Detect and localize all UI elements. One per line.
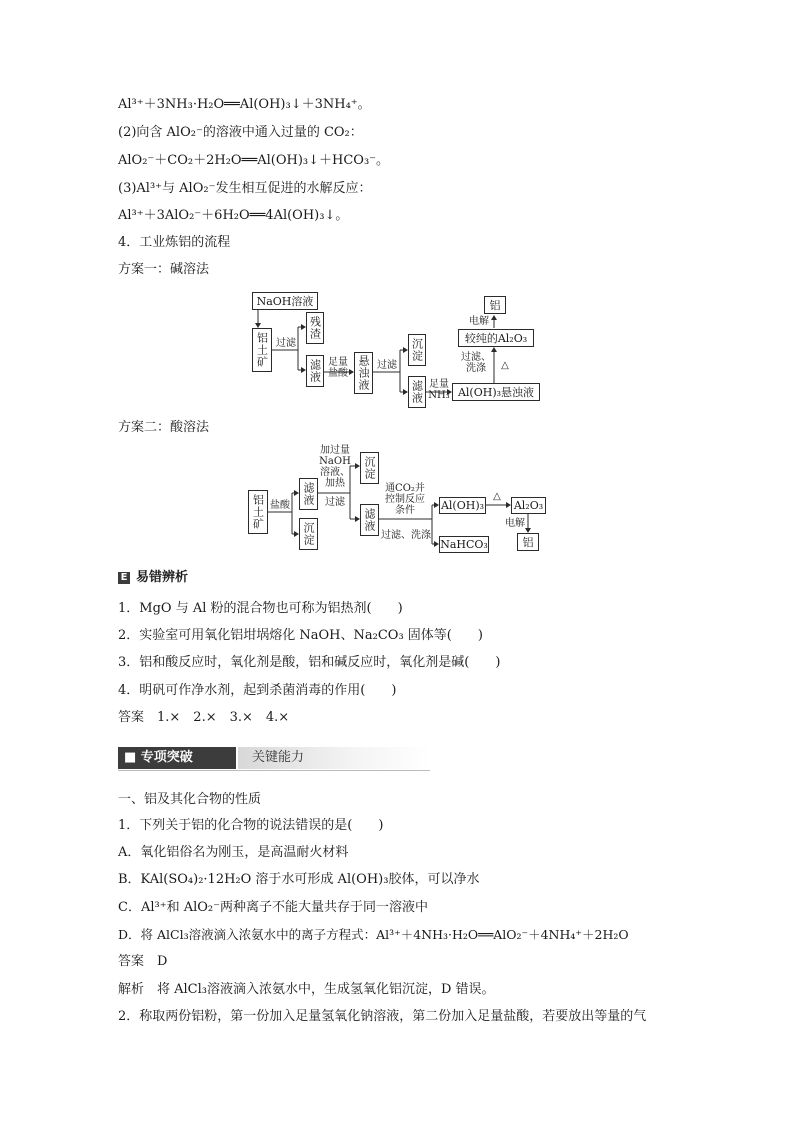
filter-label-1: 过滤 [276, 338, 296, 349]
error-answer: 答案 1.× 2.× 3.× 4.× [118, 710, 290, 725]
precipitate-box-3: 沉淀 [360, 452, 379, 484]
error-item-2: 2．实验室可用氧化铝坩埚熔化 NaOH、Na₂CO₃ 固体等( ) [118, 628, 483, 643]
alumina-box: Al₂O₃ [511, 497, 546, 514]
precipitate-box: 沉淀 [408, 334, 426, 366]
co2-condition-label: 通CO₂并 控制反应 条件 [385, 483, 425, 516]
heat-symbol-2: △ [493, 491, 501, 502]
aluminum-box-1: 铝 [484, 296, 506, 314]
filtrate-box-4: 滤液 [360, 504, 379, 536]
equation-line-3: Al³⁺＋3AlO₂⁻＋6H₂O══4Al(OH)₃↓。 [118, 208, 349, 223]
equation-line-2: AlO₂⁻＋CO₂＋2H₂O══Al(OH)₃↓＋HCO₃⁻。 [118, 153, 390, 168]
aluminum-box-2: 铝 [517, 533, 539, 551]
filter-wash-label-2: 过滤、洗涤 [381, 530, 431, 541]
suspension-box: 悬浊液 [354, 352, 373, 394]
banner-special-topic: ■ 专项突破 [118, 747, 236, 769]
filtrate-box-3: 滤液 [299, 478, 318, 510]
excess-nh3-label: 足量 NH₃ [428, 379, 450, 401]
aloh3-box: Al(OH)₃ [440, 499, 485, 512]
bauxite-box: 铝土矿 [252, 328, 272, 372]
error-analysis-icon: E [118, 572, 130, 584]
section-banner [118, 743, 430, 771]
electrolysis-label-2: 电解 [505, 518, 525, 529]
equation-line-1: Al³⁺＋3NH₃·H₂O══Al(OH)₃↓＋3NH₄⁺。 [118, 97, 371, 112]
error-analysis-title: 易错辨析 [136, 570, 189, 585]
error-item-3: 3．铝和酸反应时，氧化剂是酸，铝和碱反应时，氧化剂是碱( ) [118, 655, 501, 670]
option-a: A．氧化铝俗名为刚玉，是高温耐火材料 [118, 845, 349, 860]
aloh3-suspension-box: Al(OH)₃悬浊液 [452, 383, 540, 401]
question-2: 2．称取两份铝粉，第一份加入足量氢氧化钠溶液，第二份加入足量盐酸，若要放出等量的气 [118, 1009, 647, 1024]
item-3-heading: (3)Al³⁺与 AlO₂⁻发生相互促进的水解反应： [118, 181, 372, 196]
option-c: C．Al³⁺和 AlO₂⁻两种离子不能大量共存于同一溶液中 [118, 900, 428, 915]
error-item-1: 1．MgO 与 Al 粉的混合物也可称为铝热剂( ) [118, 601, 403, 616]
pure-alumina-box: 较纯的Al₂O₃ [458, 329, 534, 347]
filtrate-box-2: 滤液 [408, 376, 426, 408]
option-b: B．KAl(SO₄)₂·12H₂O 溶于水可形成 Al(OH)₃胶体，可以净水 [118, 872, 480, 887]
residue-box: 残渣 [306, 312, 324, 344]
section-title: 一、铝及其化合物的性质 [118, 792, 262, 807]
excess-hcl-label: 足量 盐酸 [328, 357, 348, 379]
naoh-solution-box: NaOH溶液 [252, 292, 318, 310]
question-1-answer: 答案 D [118, 954, 168, 969]
question-1: 1．下列关于铝的化合物的说法错误的是( ) [118, 818, 384, 833]
nahco3-box: NaHCO₃ [440, 538, 488, 551]
option-d: D．将 AlCl₃溶液滴入浓氨水中的离子方程式：Al³⁺＋4NH₃·H₂O══AlO₂⁻＋4NH₄⁺＋2H₂O [118, 927, 629, 942]
scheme-1-title: 方案一：碱溶法 [118, 262, 210, 277]
naoh-heat-label: 加过量 NaOH 溶液、 加热 [319, 445, 351, 489]
bauxite-box-2: 铝土矿 [248, 490, 268, 534]
banner-key-ability: 关键能力 [238, 747, 430, 769]
filter-wash-label: 过滤、 洗涤 [461, 352, 491, 374]
filtrate-box-1: 滤液 [306, 355, 324, 387]
banner-divider [118, 770, 430, 771]
item-2-heading: (2)向含 AlO₂⁻的溶液中通入过量的 CO₂： [118, 125, 363, 140]
precipitate-box-2: 沉淀 [299, 518, 318, 550]
filter-label-2: 过滤 [377, 360, 397, 371]
error-item-4: 4．明矾可作净水剂，起到杀菌消毒的作用( ) [118, 683, 397, 698]
scheme-2-title: 方案二：酸溶法 [118, 420, 210, 435]
electrolysis-label-1: 电解 [469, 316, 489, 327]
question-1-analysis: 解析 将 AlCl₃溶液滴入浓氨水中，生成氢氧化铝沉淀，D 错误。 [118, 982, 495, 997]
process-heading: 4．工业炼铝的流程 [118, 235, 231, 250]
filter-label-3: 过滤 [325, 497, 345, 508]
hcl-label: 盐酸 [270, 500, 290, 511]
heat-symbol-1: △ [501, 360, 509, 371]
